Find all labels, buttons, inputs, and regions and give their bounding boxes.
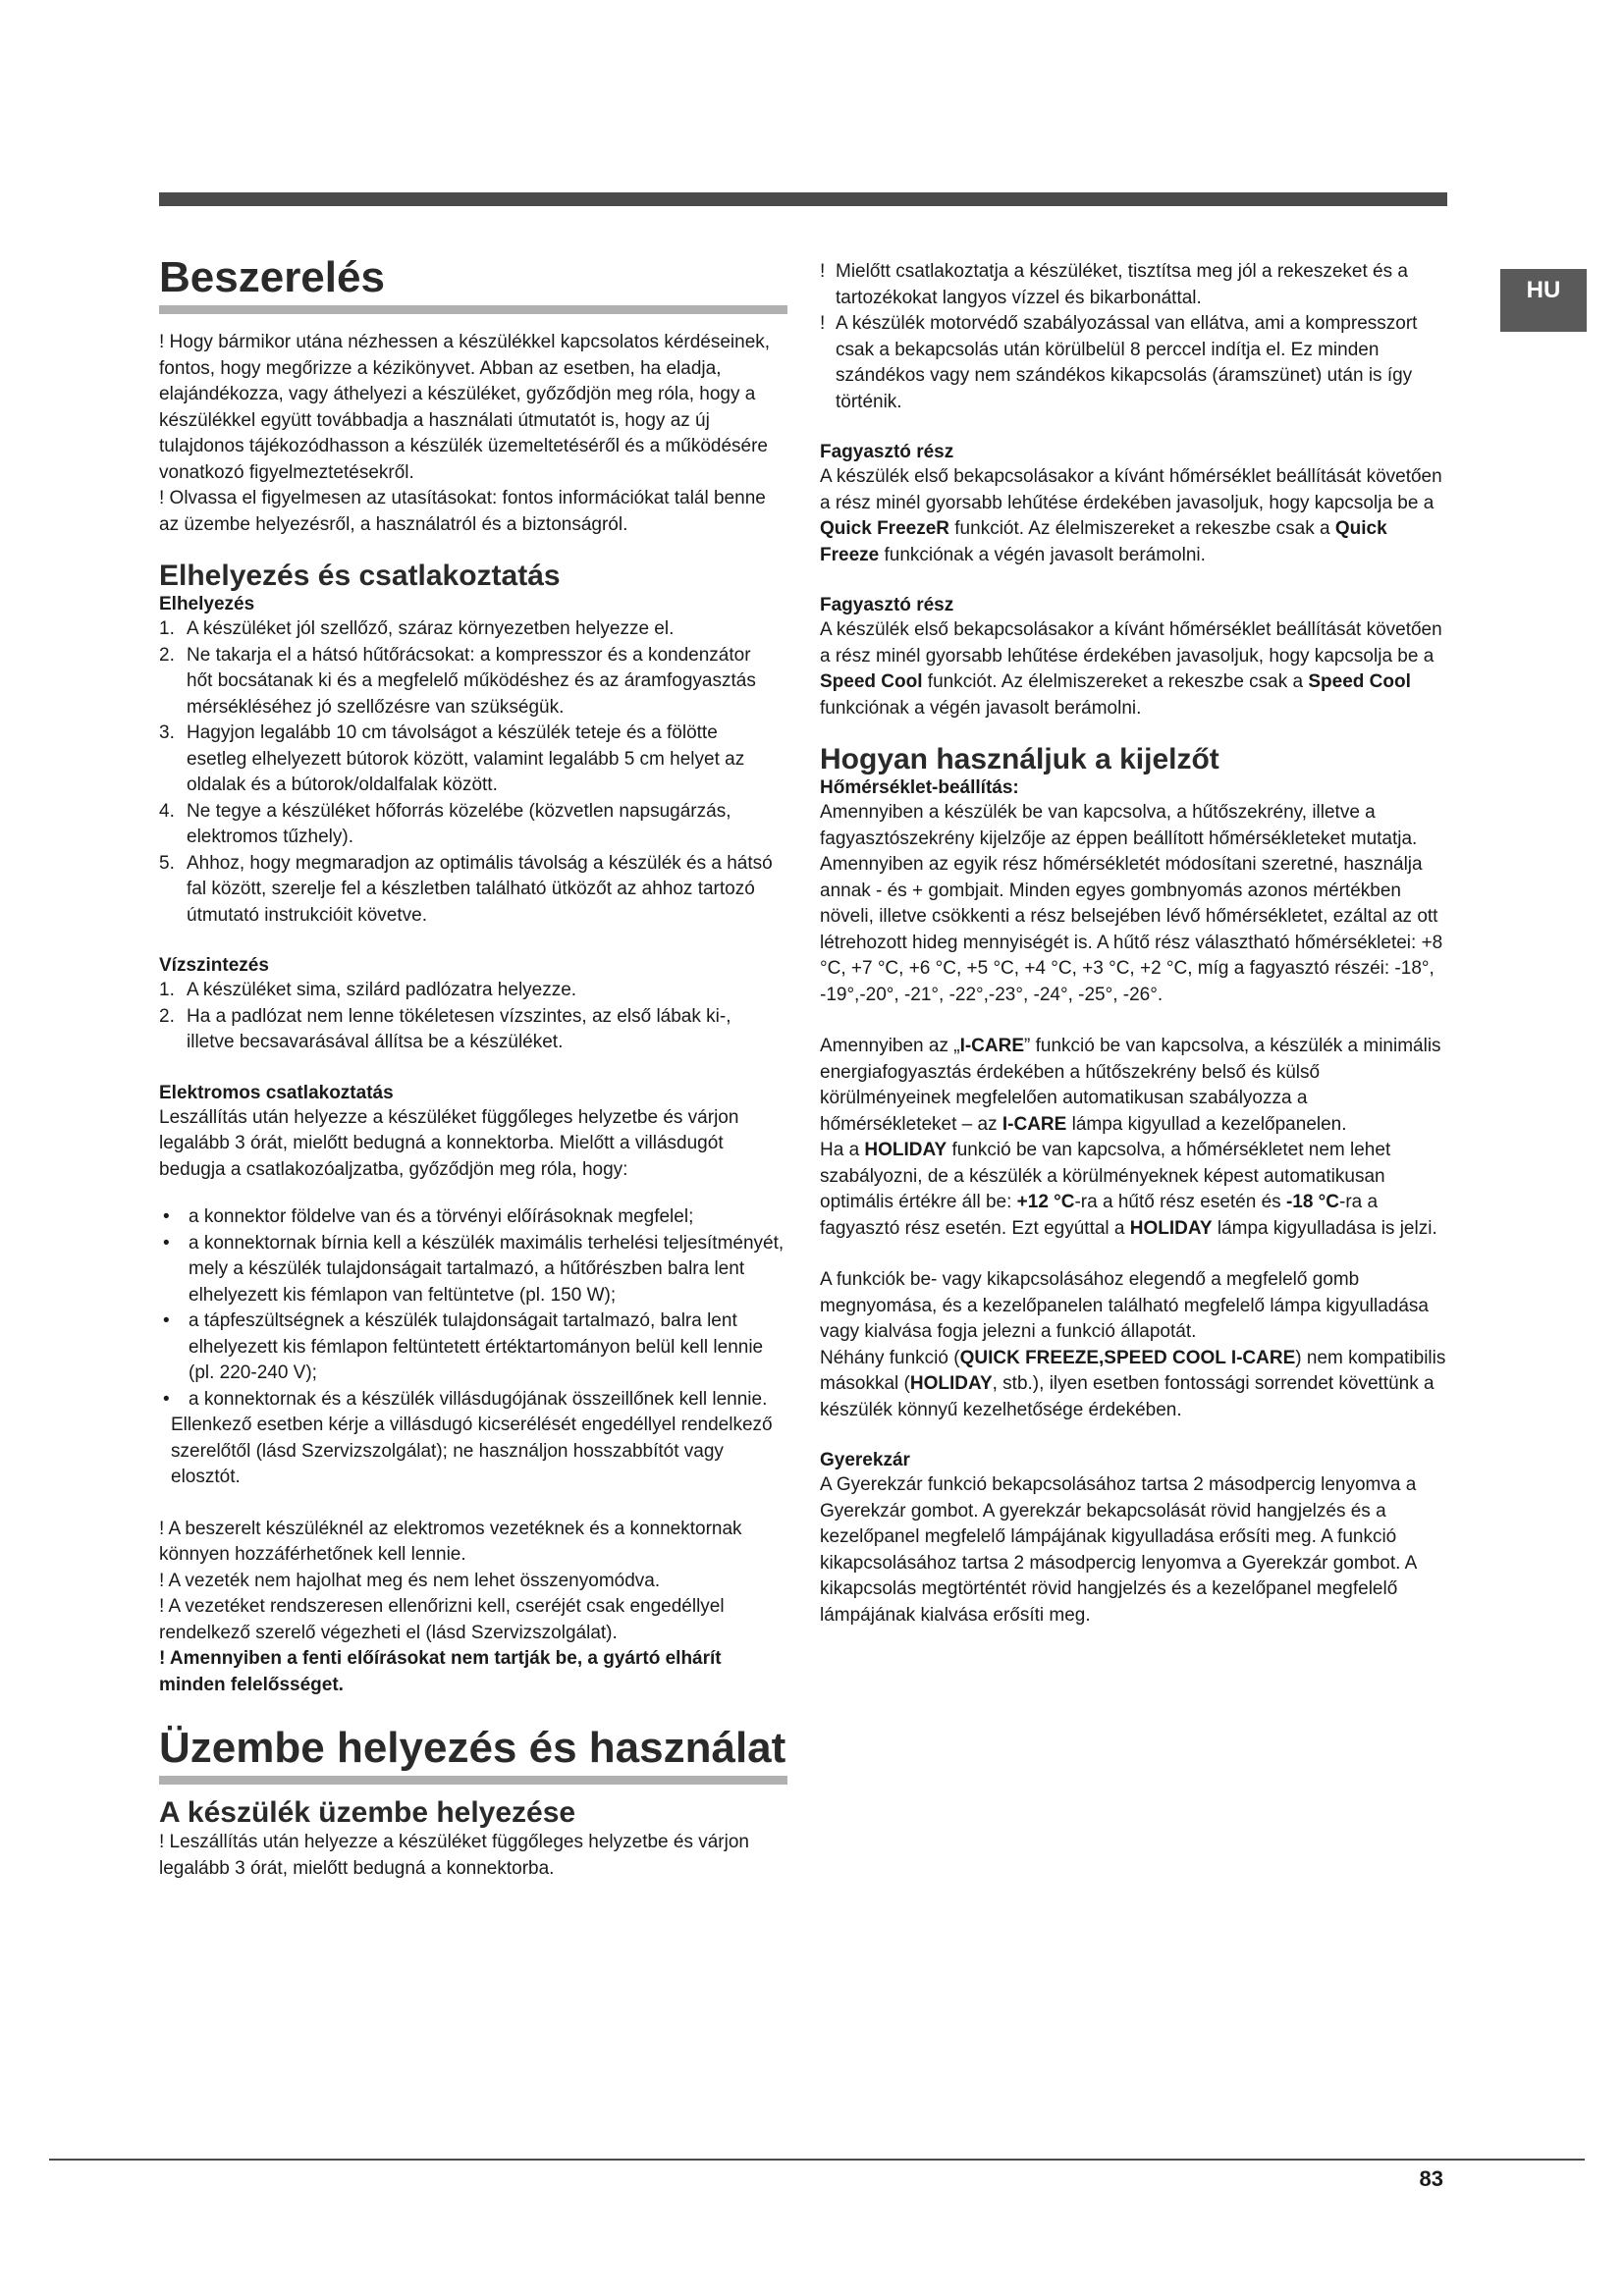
note-item: ! Mielőtt csatlakoztatja a készüléket, tisztítsa meg jól a rekeszeket és a tartozékokat langyos vízzel és bikarbonáttal.: [820, 261, 1408, 308]
subheading-elhelyezes: Elhelyezés: [159, 594, 255, 614]
list-item: 2. Ha a padlózat nem lenne tökéletesen vízszintes, az első lábak ki-, illetve becsavarásával állítsa be a készüléket.: [159, 1005, 731, 1052]
right-column: [820, 259, 1448, 1629]
subheading-fagyaszto-1: Fagyasztó rész: [820, 442, 954, 462]
fagyaszto-1-text: A készülék első bekapcsolásakor a kívánt hőmérséklet beállítását követően a rész minél gyorsabb lehűtése érdekében javasoljuk, hogy kapcsolja be a Quick FreezeR funkciót. Az élelmiszereket a rekeszbe csak a Quick Freeze funkciónak a végén javasolt berámolni.: [820, 466, 1442, 565]
left-column: [159, 253, 787, 1882]
list-item: 3. Hagyjon legalább 10 cm távolságot a készülék teteje és a fölötte esetleg elhelyezett bútorok között, valamint legalább 5 cm helyet az oldalak és a bútorok/oldalfalak között.: [159, 722, 745, 795]
list-item: • a konnektornak bírnia kell a készülék maximális terhelési teljesítményét, mely a készülék tulajdonságait tartalmazó, a hűtőrészben balra lent elhelyezett kis fémlapon van feltüntetve (pl. 150 W);: [163, 1232, 785, 1306]
title-underline: [159, 1776, 787, 1785]
intro-paragraph: ! Hogy bármikor utána nézhessen a készülékkel kapcsolatos kérdéseinek, fontos, hogy megőrizze a kézikönyvet. Abban az esetben, ha eladja, elajándékozza, vagy áthelyezi a készüléket, győződjön meg róla, hogy a készülékkel együtt továbbadja a használati útmutatót is, hogy az új tulajdonos tájékozódhasson a készülék üzemeltetéséről és a működésére vonatkozó figyelmeztetésekről.: [159, 332, 771, 483]
list-item: 2. Ne takarja el a hátsó hűtőrácsokat: a kompresszor és a kondenzátor hőt bocsátanak ki és a megfelelő működéshez és az áramfogyasztás mérsékléséhez jó szellőzésre van szükségük.: [159, 644, 756, 718]
title-underline: [159, 305, 787, 314]
gyerekzar-text: A Gyerekzár funkció bekapcsolásához tartsa 2 másodpercig lenyomva a Gyerekzár gombot. A gyerekzár bekapcsolását rövid hangjelzés és a kezelőpanel megfelelő lámpájának kigyulladása erősíti meg. A funkció kikapcsolásához tartsa 2 másodpercig lenyomva a Gyerekzár gombot. A kikapcsolás megtörténtét rövid hangjelzés és a kezelőpanel megfelelő lámpájának kialvása erősíti meg.: [820, 1474, 1417, 1626]
bullet-note: Ellenkező esetben kérje a villásdugó kicserélését engedéllyel rendelkező szerelőtől (lásd Szervizszolgálat); ne használjon hosszabbítót vagy elosztót.: [171, 1415, 773, 1487]
list-item: 1. A készüléket jól szellőző, száraz környezetben helyezze el.: [159, 618, 675, 639]
section-title-uzembe: Üzembe helyezés és használat: [159, 1724, 786, 1772]
subheading-elektromos: Elektromos csatlakoztatás: [159, 1082, 394, 1103]
list-item: • a konnektornak és a készülék villásdugójának összeillőnek kell lennie.: [163, 1388, 768, 1410]
funkciok-paragraph: A funkciók be- vagy kikapcsolásához elegendő a megfelelő gomb megnyomása, és a kezelőpanelen található megfelelő lámpa kigyulladása vagy kialvása fogja jelezni a funkció állapotát.: [820, 1269, 1429, 1342]
top-rule: [159, 192, 1447, 206]
vizszintezes-list: [159, 978, 787, 1056]
holiday-paragraph: Ha a HOLIDAY funkció be van kapcsolva, a hőmérsékletet nem lehet szabályozni, de a készülék a körülményeknek képest automatikusan optimális értékre áll be: +12 °C-ra a hűtő rész esetén és -18 °C-ra a fagyasztó rész esetén. Ezt egyúttal a HOLIDAY lámpa kigyulladása is jelzi.: [820, 1140, 1437, 1239]
language-tab: HU: [1500, 269, 1587, 332]
list-item: 5. Ahhoz, hogy megmaradjon az optimális távolság a készülék és a hátsó fal között, szerelje fel a készletben található ütközőt az ahhoz tartozó útmutató instrukcióit követve.: [159, 852, 773, 926]
warning-3: ! A vezetéket rendszeresen ellenőrizni kell, cseréjét csak engedéllyel rendelkező szerelő végezheti el (lásd Szervizszolgálat).: [159, 1596, 725, 1643]
elektromos-bullets: [159, 1204, 787, 1413]
list-item: 4. Ne tegye a készüléket hőforrás közelébe (közvetlen napsugárzás, elektromos tűzhely).: [159, 800, 731, 847]
note-item: ! A készülék motorvédő szabályozással van ellátva, ami a kompresszort csak a bekapcsolás után körülbelül 8 perccel indítja el. Ez minden szándékos vagy nem szándékos kikapcsolás (áramszünet) után is így történik.: [820, 313, 1418, 412]
icare-paragraph: Amennyiben az „I-CARE” funkció be van kapcsolva, a készülék a minimális energiafogyasztás érdekében a hűtőszekrény belső és külső körülményeinek megfelelően automatikusan szabályozza a hőmérsékleteket – az I-CARE lámpa kigyullad a kezelőpanelen.: [820, 1036, 1441, 1135]
list-item: 1. A készüléket sima, szilárd padlózatra helyezze.: [159, 980, 577, 1000]
subheading-vizszintezes: Vízszintezés: [159, 955, 269, 976]
elektromos-intro: Leszállítás után helyezze a készüléket függőleges helyzetbe és várjon legalább 3 órát, mielőtt bedugná a konnektorba. Mielőtt a villásdugót bedugja a csatlakozóaljzatba, győződjön meg róla, hogy:: [159, 1106, 739, 1180]
bottom-rule: [49, 2159, 1585, 2161]
warning-1: ! A beszerelt készüléknél az elektromos vezetéknek és a konnektornak könnyen hozzáférhetőnek kell lennie.: [159, 1518, 742, 1565]
section-title-beszereles: Beszerelés: [159, 253, 385, 301]
heading-kijelzo: Hogyan használjuk a kijelzőt: [820, 743, 1219, 775]
uzembe-text: ! Leszállítás után helyezze a készüléket függőleges helyzetbe és várjon legalább 3 órát, mielőtt bedugná a konnektorba.: [159, 1832, 749, 1879]
list-item: • a konnektor földelve van és a törvényi előírásoknak megfelel;: [163, 1206, 694, 1227]
page-number: 83: [1419, 2166, 1443, 2191]
warning-2: ! A vezeték nem hajolhat meg és nem lehet összenyomódva.: [159, 1570, 661, 1591]
heading-elhelyezes: Elhelyezés és csatlakoztatás: [159, 560, 561, 592]
list-item: • a tápfeszültségnek a készülék tulajdonságait tartalmazó, balra lent elhelyezett kis fémlapon feltüntetett értéktartományon belül kell lennie (pl. 220-240 V);: [163, 1310, 764, 1383]
subheading-gyerekzar: Gyerekzár: [820, 1450, 910, 1470]
subheading-fagyaszto-2: Fagyasztó rész: [820, 595, 954, 615]
fagyaszto-2-text: A készülék első bekapcsolásakor a kívánt hőmérséklet beállítását követően a rész minél gyorsabb lehűtése érdekében javasoljuk, hogy kapcsolja be a Speed Cool funkciót. Az élelmiszereket a rekeszbe csak a Speed Cool funkciónak a végén javasolt berámolni.: [820, 619, 1442, 719]
intro-warning: ! Olvassa el figyelmesen az utasításokat: fontos információkat talál benne az üzembe helyezésről, a használatról és a biztonságról.: [159, 488, 766, 535]
kijelzo-paragraph-1: Amennyiben a készülék be van kapcsolva, a hűtőszekrény, illetve a fagyasztószekrény kijelzője az éppen beállított hőmérsékleteket mutatja. Amennyiben az egyik rész hőmérsékletét módosítani szeretné, használja annak - és + gombjait. Minden egyes gombnyomás azonos mértékben növeli, illetve csökkenti a rész belsejében lévő hőmérsékletet, ezáltal az ott létrehozott hideg mennyiségét is. A hűtő rész választható hőmérsékletei: +8 °C, +7 °C, +6 °C, +5 °C, +4 °C, +3 °C, +2 °C, míg a fagyasztó részéi: -18°, -19°,-20°, -21°, -22°,-23°, -24°, -25°, -26°.: [820, 802, 1443, 1005]
subheading-homerseklet: Hőmérséklet-beállítás:: [820, 777, 1019, 798]
elhelyezes-list: [159, 616, 787, 929]
warning-4: ! Amennyiben a fenti előírásokat nem tartják be, a gyártó elhárít minden felelősséget.: [159, 1648, 722, 1695]
compat-paragraph: Néhány funkció (QUICK FREEZE,SPEED COOL I-CARE) nem kompatibilis másokkal (HOLIDAY, stb.), ilyen esetben fontossági sorrendet követtünk a készülék könnyű kezelhetősége érdekében.: [820, 1347, 1446, 1420]
heading-uzembe-helyezese: A készülék üzembe helyezése: [159, 1796, 576, 1829]
